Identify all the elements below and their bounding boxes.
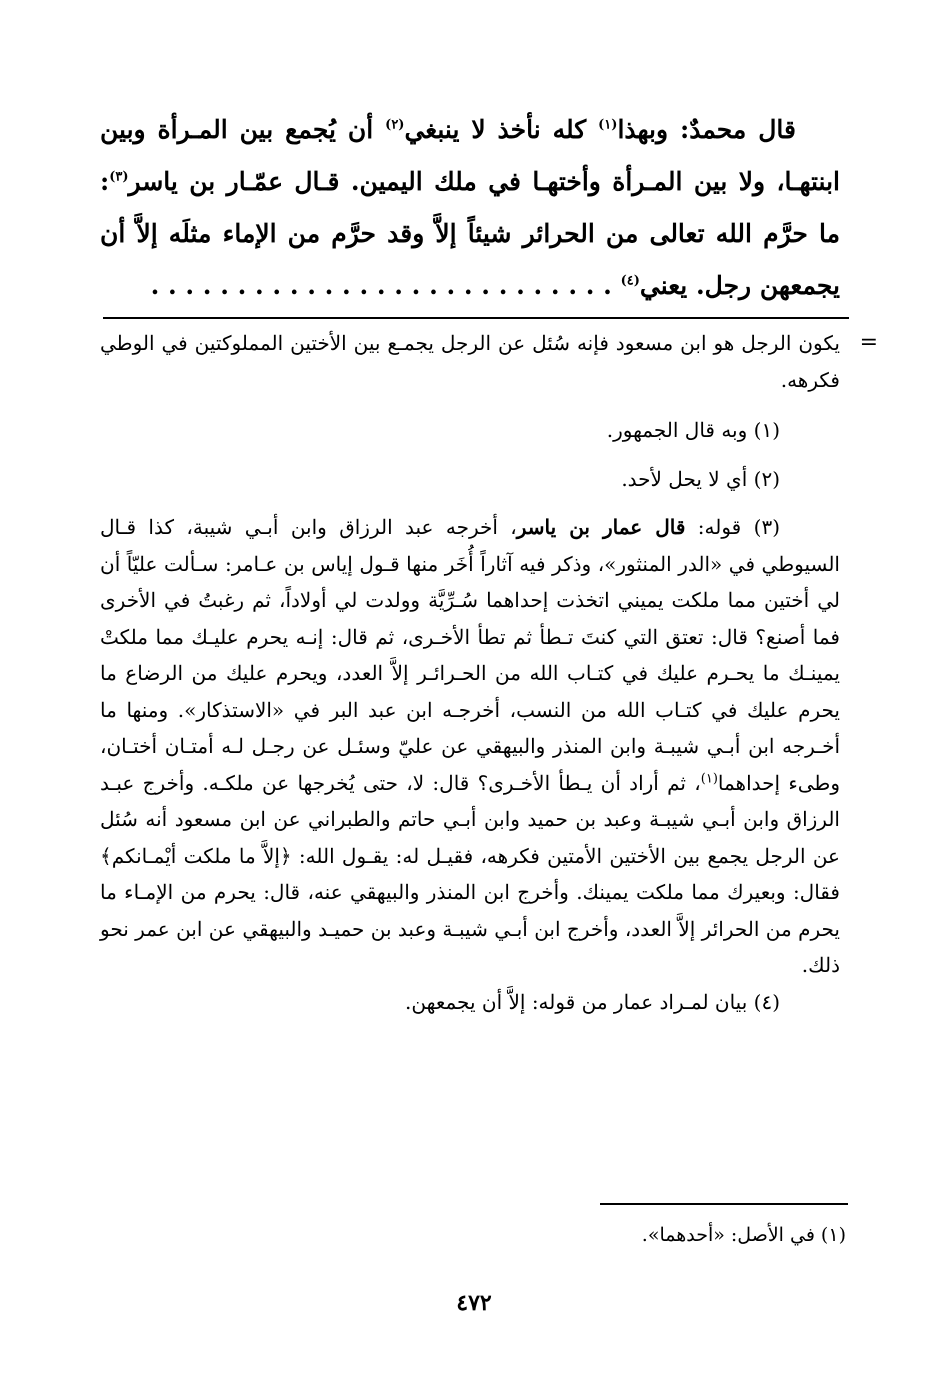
footnote-ref: (١)	[598, 117, 618, 133]
footnote-lemma: قال عمار بن ياسر	[516, 515, 686, 539]
footnote-continuation: يكون الرجل هو ابن مسعود فإنه سُئل عن الرجل يجمـع بين الأختين المملوكتين في الوطي فكرهه.	[100, 331, 840, 392]
editor-subnote: (١) في الأصل: «أحدهما».	[641, 1224, 846, 1246]
main-text-part: كله نأخذ لا ينبغي	[404, 115, 599, 144]
subnote-separator-rule	[600, 1203, 848, 1205]
main-text-part: : ما حرَّم الله تعالى من الحرائر شيئاً إلاَّ وقد حرَّم من الإماء مثلَه إلاَّ أن يجمعهن رجل. يعني	[100, 167, 840, 300]
footnote-separator-rule	[103, 317, 849, 319]
footnote-ref: (٢)	[385, 117, 405, 133]
footnote-ref: (٣)	[109, 169, 129, 185]
footnote-text: ، أخرجه عبد الرزاق وابن أبـي شيبة، كذا قـال السيوطي في «الدر المنثور»، وذكر فيه آثاراً أُخَر منها قـول إياس بن عـامر: سـألت عليّاً أن لي أختين مما ملكت يميني اتخذت إحداهما سُـرِّيَّة وولدت لي أولاداً، ثم رغبتُ في الأخرى فما أصنع؟ قال: تعتق التي كنتَ تـطأ ثم تطأ الأخـرى، ثم قال: إنـه يحرم عليـك مما ملكتْ يمينـك ما يحـرم عليك في كتـاب الله من الحـرائـر إلاَّ العدد، ويحرم عليك من الرضاع ما يحرم عليك في كتـاب الله من النسب، أخرجـه ابن عبد البر في «الاستذكار». ومنها ما أخـرجه ابن أبـي شيبـة وابن المنذر والبيهقي عن عليّ وسئـل عن رجـل لـه أمتـان أختـان، وطىء إحداهما	[100, 515, 841, 795]
continued-footnote	[100, 325, 878, 398]
footnote-ref: (١)	[700, 770, 718, 786]
main-text-part: أن يُجمع بين المـرأة وبين ابنتهـا، ولا بين المـرأة وأختهـا في ملك اليمين. قـال عمّـار بن ياسر	[100, 115, 840, 196]
page-number: ٤٧٢	[456, 1290, 492, 1316]
main-text	[100, 104, 840, 312]
footnote-text: ، ثم أراد أن يـطأ الأخـرى؟ قال: لا، حتى يُخرجها عن ملكـه. وأخرج عبـد الرزاق وابن أبـي شيبـة وعبد بن حميد وابن أبـي حاتم والطبراني عن ابن مسعود أنه سُئل عن الرجل يجمع بين الأختين الأمتين فكرهه، فقيـل له: يقـول الله: ﴿إلاَّ ما ملكت أيْمـانكم﴾ فقال: وبعيرك مما ملكت يمينك. وأخرج ابن المنذر والبيهقي عنه، قال: يحرم من الإمـاء ما يحرم من الحرائر إلاَّ العدد، وأخرج ابن أبـي شيبـة وعبد بن حميـد والبيهقي عن ابن عمر نحو ذلك.	[100, 770, 840, 977]
footnotes	[100, 325, 878, 1020]
footnote-ref: (٤)	[620, 273, 640, 289]
leader-dots: . . . . . . . . . . . . . . . . . . . . . . . . . . .	[150, 271, 621, 300]
footnote-1: (١) وبه قال الجمهور.	[606, 418, 780, 442]
footnote-4: (٤) بيان لمـراد عمار من قوله: إلاَّ أن يجمعهن.	[405, 989, 780, 1014]
footnote-number: (٣) قوله:	[685, 515, 780, 539]
continuation-mark: =	[859, 330, 878, 355]
footnote-2: (٢) أي لا يحل لأحد.	[621, 466, 780, 491]
main-text-part: قال محمدٌ: وبهذا	[617, 115, 796, 144]
footnote-3	[100, 509, 840, 984]
